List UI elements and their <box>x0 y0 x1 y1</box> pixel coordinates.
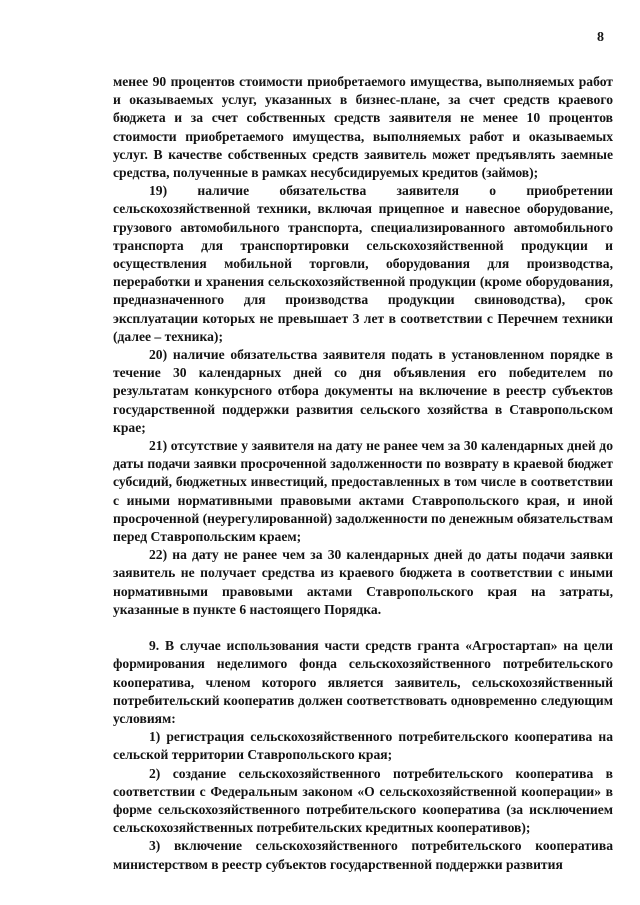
document-body <box>113 73 613 874</box>
section-gap <box>113 619 613 637</box>
section-9-intro: 9. В случае использования части средств гранта «Агростартап» на цели формирования неделимого фонда сельскохозяйственного потребительского кооператива, членом которого является заявитель, сельскохозяйственный потребительский кооператив должен соответствовать одновременно следующим условиям: <box>113 638 613 726</box>
paragraph-18-continuation: менее 90 процентов стоимости приобретаемого имущества, выполняемых работ и оказываемых услуг, указанных в бизнес-плане, за счет средств краевого бюджета и за счет собственных средств заявителя не менее 10 процентов стоимости приобретаемого имущества, выполняемых работ и оказываемых услуг. В качестве собственных средств заявитель может предъявлять заемные средства, полученные в рамках несубсидируемых кредитов (займов); <box>113 74 613 181</box>
page-number: 8 <box>597 30 604 45</box>
paragraph-item-21: 21) отсутствие у заявителя на дату не ранее чем за 30 календарных дней до даты подачи заявки просроченной задолженности по возврату в краевой бюджет субсидий, бюджетных инвестиций, предоставленных в том числе в соответствии с иными нормативными правовыми актами Ставропольского края, и иной просроченной (неурегулированной) задолженности по денежным обязательствам перед Ставропольским краем; <box>113 438 613 545</box>
section-9-item-1: 1) регистрация сельскохозяйственного потребительского кооператива на сельской территории Ставропольского края; <box>113 729 613 763</box>
paragraph-item-22: 22) на дату не ранее чем за 30 календарных дней до даты подачи заявки заявитель не получает средства из краевого бюджета в соответствии с иными нормативными правовыми актами Ставропольского края на затраты, указанные в пункте 6 настоящего Порядка. <box>113 547 613 617</box>
section-9-item-3: 3) включение сельскохозяйственного потребительского кооператива министерством в реестр субъектов государственной поддержки развития <box>113 838 613 872</box>
section-9-item-2: 2) создание сельскохозяйственного потребительского кооператива в соответствии с Федеральным законом «О сельскохозяйственной кооперации» в форме сельскохозяйственного потребительского кооператива (за исключением сельскохозяйственных потребительских кредитных кооперативов); <box>113 765 613 836</box>
paragraph-item-19: 19) наличие обязательства заявителя о приобретении сельскохозяйственной техники, включая прицепное и навесное оборудование, грузового автомобильного транспорта, специализированного автомобильного транспорта для транспортировки сельскохозяйственной продукции и осуществления мобильной торговли, оборудования для производства, переработки и хранения сельскохозяйственной продукции (кроме оборудования, предназначенного для производства продукции свиноводства), срок эксплуатации которых не превышает 3 лет в соответствии с Перечнем техники (далее – техника); <box>113 183 613 344</box>
paragraph-item-20: 20) наличие обязательства заявителя подать в установленном порядке в течение 30 календарных дней со дня объявления его победителем по результатам конкурсного отбора документы на включение в реестр субъектов государственной поддержки развития сельского хозяйства в Ставропольском крае; <box>113 347 613 435</box>
